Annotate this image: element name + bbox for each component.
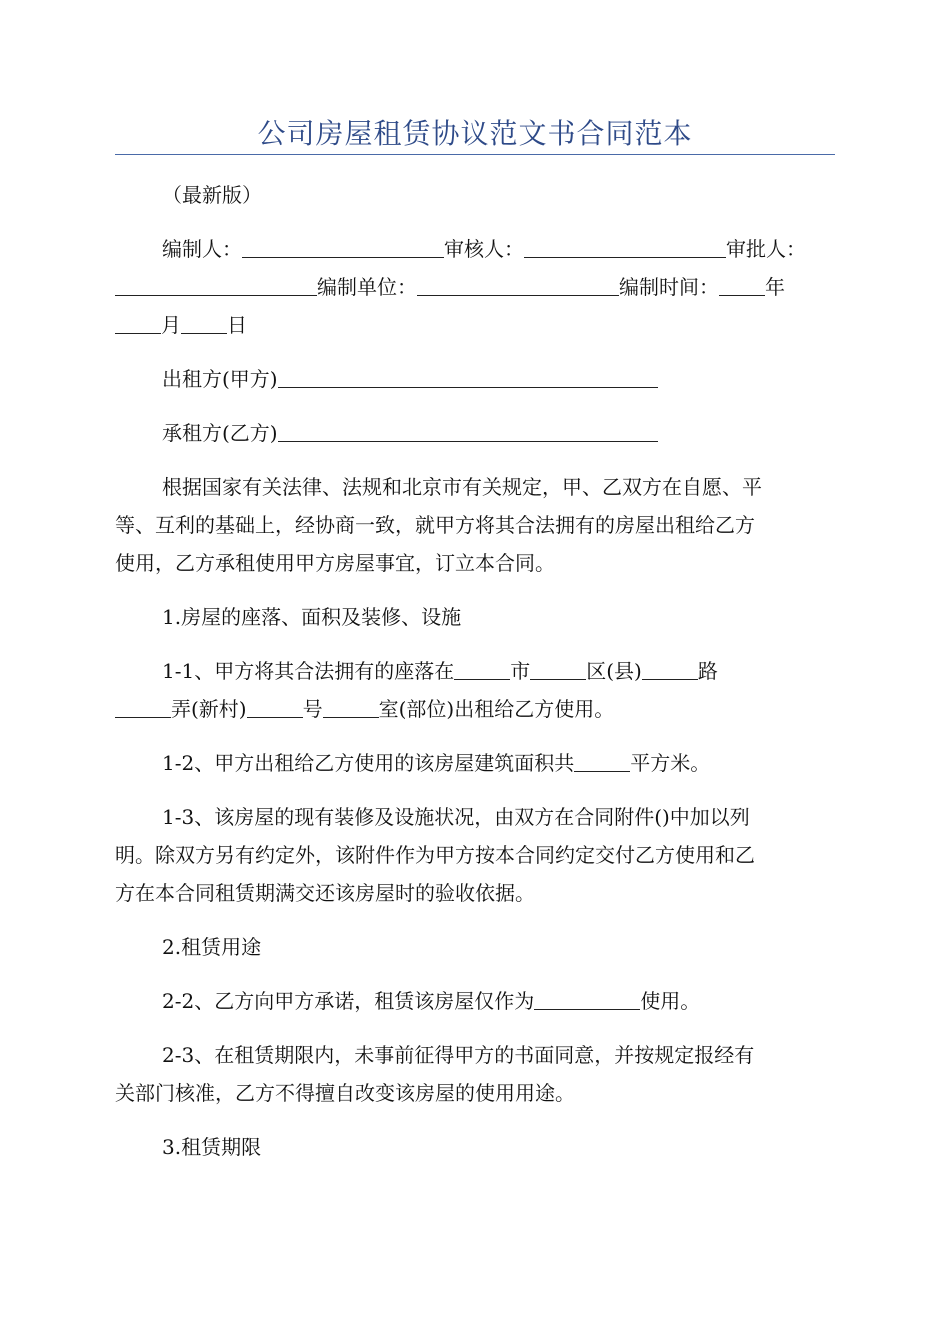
party-a-line (162, 366, 658, 392)
approver-label: 审批人： (726, 237, 806, 261)
clause-1-1-text-c: 区(县) (586, 659, 642, 683)
unit-label: 编制单位： (317, 275, 417, 299)
clause-2-2-text-b: 使用。 (640, 989, 701, 1013)
meta-line-1 (162, 236, 806, 262)
clause-1-1-text-f: 号 (302, 697, 323, 721)
clause-1-1-line-2 (115, 696, 614, 722)
party-a-label: 出租方(甲方) (162, 367, 278, 391)
lane-blank (115, 699, 171, 718)
clause-1-3-line-1: 1-3、该房屋的现有装修及设施状况，由双方在合同附件()中加以列 (162, 805, 750, 829)
city-blank (454, 661, 510, 680)
usage-blank (534, 991, 640, 1010)
editor-label: 编制人： (162, 237, 242, 261)
party-b-label: 承租方(乙方) (162, 421, 278, 445)
party-b-line (162, 420, 658, 446)
preamble-line-2: 等、互利的基础上，经协商一致，就甲方将其合法拥有的房屋出租给乙方 (115, 513, 755, 537)
month-blank (115, 315, 161, 334)
title-underline (115, 154, 835, 155)
preamble-line-3: 使用，乙方承租使用甲方房屋事宜，订立本合同。 (115, 551, 555, 575)
meta-line-2 (115, 274, 785, 300)
document-title: 公司房屋租赁协议范文书合同范本 (257, 117, 693, 150)
reviewer-label: 审核人： (444, 237, 524, 261)
unit-blank (417, 277, 619, 296)
clause-1-2 (162, 750, 710, 776)
preamble-line-1: 根据国家有关法律、法规和北京市有关规定，甲、乙双方在自愿、平 (162, 475, 762, 499)
clause-2-3-line-1: 2-3、在租赁期限内，未事前征得甲方的书面同意，并按规定报经有 (162, 1043, 755, 1067)
clause-1-1-text-b: 市 (510, 659, 531, 683)
clause-1-2-text-b: 平方米。 (630, 751, 711, 775)
clause-1-2-text-a: 1-2、甲方出租给乙方使用的该房屋建筑面积共 (162, 751, 575, 775)
section2-heading: 2.租赁用途 (162, 935, 262, 959)
clause-2-2 (162, 988, 700, 1014)
year-label: 年 (765, 275, 785, 299)
day-blank (181, 315, 227, 334)
clause-1-1-text-d: 路 (697, 659, 718, 683)
year-blank (719, 277, 765, 296)
meta-line-3 (115, 312, 247, 338)
clause-2-2-text-a: 2-2、乙方向甲方承诺，租赁该房屋仅作为 (162, 989, 535, 1013)
day-label: 日 (227, 313, 247, 337)
number-blank (247, 699, 303, 718)
reviewer-blank (524, 239, 726, 258)
clause-1-3-line-2: 明。除双方另有约定外，该附件作为甲方按本合同约定交付乙方使用和乙 (115, 843, 755, 867)
clause-1-1-text-e: 弄(新村) (171, 697, 247, 721)
section1-heading: 1.房屋的座落、面积及装修、设施 (162, 605, 462, 629)
approver-blank (115, 277, 317, 296)
editor-blank (242, 239, 444, 258)
section3-heading: 3.租赁期限 (162, 1135, 262, 1159)
clause-1-3-line-3: 方在本合同租赁期满交还该房屋时的验收依据。 (115, 881, 535, 905)
road-blank (642, 661, 698, 680)
area-blank (574, 753, 630, 772)
room-blank (323, 699, 379, 718)
party-a-blank (278, 369, 658, 388)
clause-1-1-text-a: 1-1、甲方将其合法拥有的座落在 (162, 659, 455, 683)
district-blank (530, 661, 586, 680)
month-label: 月 (161, 313, 181, 337)
clause-1-1-line-1 (162, 658, 718, 684)
edition-label: （最新版） (162, 183, 262, 207)
clause-2-3-line-2: 关部门核准，乙方不得擅自改变该房屋的使用用途。 (115, 1081, 575, 1105)
party-b-blank (278, 423, 658, 442)
clause-1-1-text-g: 室(部位)出租给乙方使用。 (378, 697, 615, 721)
time-label: 编制时间： (619, 275, 719, 299)
